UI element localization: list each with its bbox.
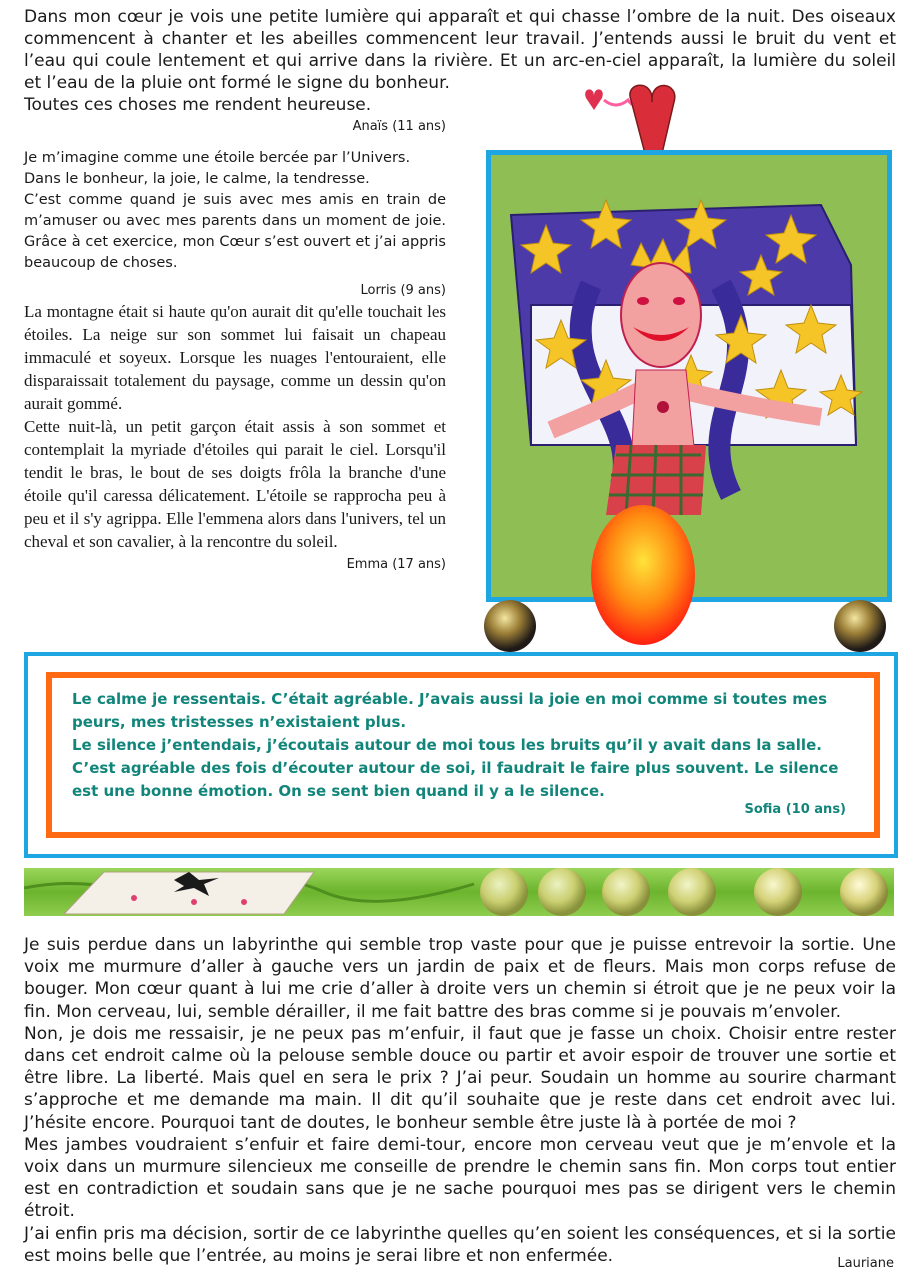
- lorris-signature: Lorris (9 ans): [360, 283, 446, 298]
- sofia-signature: Sofia (10 ans): [744, 802, 846, 817]
- anais-text-block: [24, 6, 896, 138]
- lorris-text-block: [24, 148, 446, 301]
- lauriane-paragraph-3: Mes jambes voudraient s’enfuir et faire demi-tour, encore mon cerveau veut que je m’envole et la voix dans un murmure silencieux me conseille de prendre le chemin sans fin. Mon corps tout entier est en contradiction et soudain sans que je ne sache pourquoi mes pas se dirigent vers le chemin étroit.: [24, 1134, 896, 1222]
- emma-signature: Emma (17 ans): [346, 557, 446, 572]
- lauriane-paragraph-2: Non, je dois me ressaisir, je ne peux pas m’enfuir, il faut que je fasse un choix. Choisir entre rester dans cet endroit calme où la pelouse semble douce ou partir et avoir espoir de trouver une sortie et être libre. La liberté. Mais quel en sera le prix ? J’ai peur. Soudain un homme au sourire charmant s’approche et me demande ma main. Il dit qu’il souhaite que je reste dans cet endroit avec lui. J’hésite encore. Pourquoi tant de doutes, le bonheur semble être juste là à portée de moi ?: [24, 1023, 896, 1133]
- anais-paragraph: Dans mon cœur je vois une petite lumière qui apparaît et qui chasse l’ombre de la nuit. Des oiseaux commencent à chanter et les abeilles commencent leur travail. J’entends aussi le bruit du vent et l’eau qui coule lentement et qui arrive dans la rivière. Et un arc-en-ciel apparaît, la lumière du soleil et l’eau de la pluie ont formé le signe du bonheur.: [24, 7, 896, 93]
- sofia-paragraph-1: Le calme je ressentais. C’était agréable. J’avais aussi la joie en moi comme si toutes mes peurs, mes tristesses n’existaient plus.: [72, 690, 827, 731]
- lauriane-text-block: [24, 934, 896, 1267]
- dark-ball-left: [482, 598, 538, 654]
- sun-ball-ornament: [588, 500, 698, 650]
- small-heart-icon: [585, 89, 603, 110]
- lauriane-paragraph-4: J’ai enfin pris ma décision, sortir de ce labyrinthe quelles qu’en soient les conséquences, et si la sortie est moins belle que l’entrée, au moins je serai libre et non enfermée.: [24, 1223, 896, 1266]
- sofia-paragraph-2: Le silence j’entendais, j’écoutais autour de moi tous les bruits qu’il y avait dans la salle. C’est agréable des fois d’écouter autour de soi, il faudrait le faire plus souvent. Le silence est une bonne émotion. On se sent bien quand il y a le silence.: [72, 736, 839, 800]
- emma-text-block: [24, 300, 446, 576]
- emma-paragraph-1: La montagne était si haute qu'on aurait dit qu'elle touchait les étoiles. La neige sur son sommet lui faisait un chapeau immaculé et soyeux. Lorsque les nuages l'entouraient, elle disparaissait totalement du paysage, comme un dessin qu'on aurait gommé.: [24, 302, 446, 413]
- anais-signature: Anaïs (11 ans): [352, 119, 446, 134]
- dark-ball-right: [832, 598, 888, 654]
- lorris-line-2: Dans le bonheur, la joie, le calme, la tendresse.: [24, 171, 370, 187]
- lauriane-signature: Lauriane: [837, 1256, 894, 1271]
- emma-paragraph-2: Cette nuit-là, un petit garçon était assis à son sommet et contemplait la myriade d'étoiles qui parait le ciel. Lorsqu'il tendit le bras, le bout de ses doigts frôla la branche d'une étoile qu'il caressa délicatement. L'étoile se rapprocha peu à peu et il s'y agrippa. Elle l'emmena alors dans l'univers, tel un cheval et son cavalier, à la rencontre du soleil.: [24, 417, 446, 551]
- lauriane-paragraph-1: Je suis perdue dans un labyrinthe qui semble trop vaste pour que je puisse entrevoir la sortie. Une voix me murmure d’aller à gauche vers un jardin de paix et de fleurs. Mais mon corps refuse de bouger. Mon cœur quant à lui me crie d’aller à droite vers un chemin si étroit que je ne peux voir la fin. Mon cerveau, lui, semble dérailler, il me fait battre des bras comme si je pouvais m’envoler.: [24, 935, 896, 1022]
- grass-strip-banner: [24, 868, 894, 916]
- lorris-line-1: Je m’imagine comme une étoile bercée par l’Univers.: [24, 150, 411, 166]
- lorris-paragraph: C’est comme quand je suis avec mes amis en train de m’amuser ou avec mes parents dans un moment de joie. Grâce à cet exercice, mon Cœur s’est ouvert et j’ai appris beaucoup de choses.: [24, 192, 446, 271]
- anais-closing-line: Toutes ces choses me rendent heureuse.: [24, 95, 372, 115]
- sofia-quote-text: [72, 688, 846, 803]
